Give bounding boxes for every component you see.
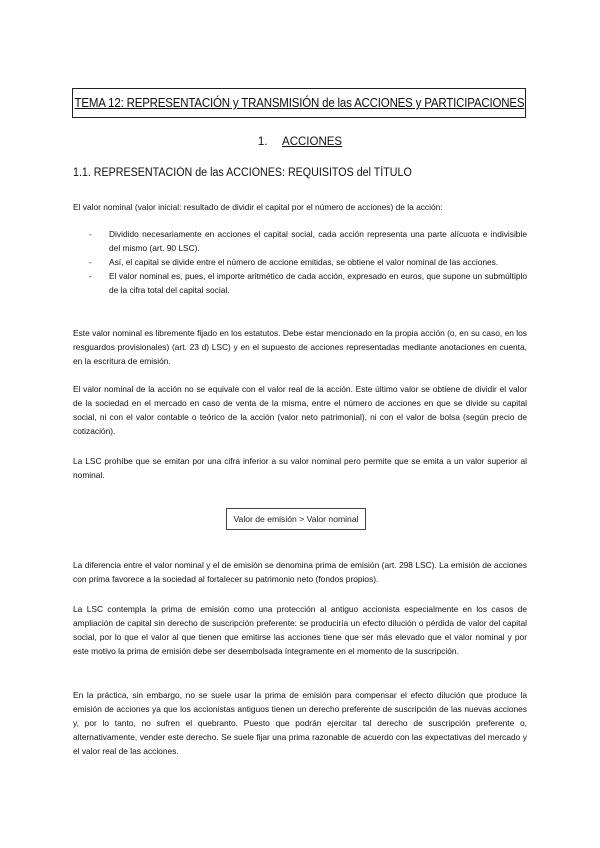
paragraph-valor-nominal: Este valor nominal es libremente fijado en los estatutos. Debe estar mencionado en la propia acción (o, en su caso, en los resguardos provisionales) (art. 23 d) LSC) y en el supuesto de acciones representadas mediante anotaciones en cuenta, en la escritura de emisión. <box>73 328 527 366</box>
paragraph-proteccion: La LSC contempla la prima de emisión como una protección al antiguo accionista especialmente en los casos de ampliación de capital sin derecho de suscripción preferente: se produciría un efecto dilución o pérdida de valor del capital social, por lo que el valor al que tienen que emitirse las acciones tiene que ser más elevado que el valor nominal y por este motivo la prima de emisión debe ser desembolsada íntegramente en el momento de la suscripción. <box>73 604 527 656</box>
title-box <box>72 88 526 118</box>
list-item: - El valor nominal es, pues, el importe aritmético de cada acción, expresado en euros, que supone un submúltiplo de la cifra total del capital social. <box>89 271 527 295</box>
section-number: 1. <box>257 136 268 148</box>
subsection-heading: 1.1. REPRESENTACIÓN de las ACCIONES: REQUISITOS del TÍTULO <box>73 167 412 179</box>
bullet-list <box>73 227 527 297</box>
document-title: TEMA 12: REPRESENTACIÓN y TRANSMISIÓN de las ACCIONES y PARTICIPACIONES <box>74 96 524 110</box>
list-item: - Dividido necesariamente en acciones el capital social, cada acción representa una parte alícuota e indivisible del mismo (art. 90 LSC). <box>89 229 527 253</box>
paragraph-lsc-prohibe: La LSC prohíbe que se emitan por una cifra inferior a su valor nominal pero permite que se emita a un valor superior al nominal. <box>73 456 527 480</box>
list-item: - Así, el capital se divide entre el número de accione emitidas, se obtiene el valor nominal de las acciones. <box>89 257 499 267</box>
paragraph-valor-real: El valor nominal de la acción no se equivale con el valor real de la acción. Este último valor se obtiene de dividir el valor de la sociedad en el mercado en caso de venta de la misma, entre el número de acciones en que se divide su capital social, ni con el valor contable o teórico de la acción (valor neto patrimonial), ni con el valor de bolsa (según precio de cotización). <box>73 384 527 436</box>
formula-box: Valor de emisión > Valor nominal <box>226 508 366 530</box>
paragraph-prima-emision: La diferencia entre el valor nominal y el de emisión se denomina prima de emisión (art. 298 LSC). La emisión de acciones con prima favorece a la sociedad al fortalecer su patrimonio neto (fondos propios). <box>73 560 527 584</box>
intro-paragraph: El valor nominal (valor inicial: resultado de dividir el capital por el número de acciones) de la acción: <box>73 202 443 212</box>
section-heading <box>0 136 600 148</box>
paragraph-practica: En la práctica, sin embargo, no se suele usar la prima de emisión para compensar el efecto dilución que produce la emisión de acciones ya que los accionistas antiguos tienen un derecho preferente de suscripción de las nuevas acciones y, por lo tanto, no sufren el quebranto. Puesto que podrán ejercitar tal derecho de suscripción preferente o, alternativamente, vender este derecho. Se suele fijar una prima razonable de acuerdo con las expectativas del mercado y el valor real de las acciones. <box>73 690 527 756</box>
section-label: ACCIONES <box>282 136 343 148</box>
